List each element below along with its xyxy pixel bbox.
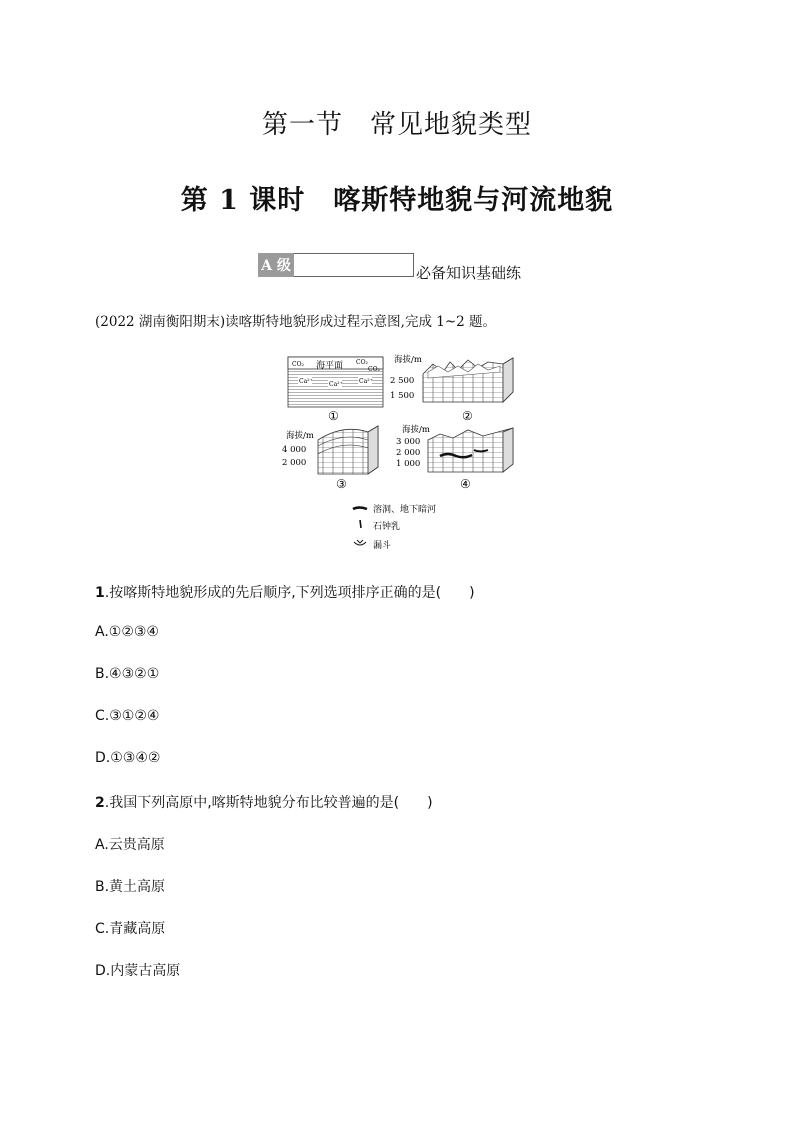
- question-2: [95, 792, 433, 812]
- level-badge: A 级: [258, 253, 294, 277]
- panel-2-tick-1: 2 500: [390, 376, 415, 386]
- question-2-option-b[interactable]: B.黄土高原: [95, 879, 166, 895]
- question-1-option-c[interactable]: C.③①②④: [95, 708, 160, 724]
- question-1-option-d[interactable]: D.①③④②: [95, 750, 161, 766]
- legend-item-1: 溶洞、地下暗河: [373, 505, 437, 515]
- panel-3-axis-label: 海拔/m: [286, 431, 314, 441]
- panel-4-label: ④: [460, 477, 471, 491]
- panel-2-label: ②: [462, 409, 473, 423]
- panel-3-tick-2: 2 000: [282, 458, 307, 468]
- lesson-title: 第 1 课时 喀斯特地貌与河流地貌: [180, 185, 614, 216]
- question-1-number: 1: [95, 585, 105, 601]
- panel-3-label: ③: [336, 477, 347, 491]
- ca-label-3: Ca²⁺: [359, 378, 373, 385]
- panel-4-tick-3: 1 000: [396, 459, 421, 469]
- question-2-number: 2: [95, 795, 105, 811]
- co2-label-right-2: CO₂: [368, 366, 380, 373]
- ca-label-1: Ca²⁺: [299, 378, 313, 385]
- question-1-text: .按喀斯特地貌形成的先后顺序,下列选项排序正确的是( ): [104, 585, 475, 601]
- panel-3-tick-1: 4 000: [282, 445, 307, 455]
- legend-item-2: 石钟乳: [373, 522, 401, 532]
- question-1-option-b[interactable]: B.④③②①: [95, 666, 160, 682]
- sinkhole-icon: [354, 540, 366, 545]
- panel-4-axis-label: 海拔/m: [402, 425, 430, 435]
- sea-level-label: 海平面: [316, 361, 344, 371]
- intro-text: (2022 湖南衡阳期末)读喀斯特地貌形成过程示意图,完成 1~2 题。: [95, 314, 497, 330]
- panel-3: [282, 426, 378, 491]
- question-2-option-a[interactable]: A.云贵高原: [95, 837, 165, 853]
- level-label: 必备知识基础练: [416, 264, 522, 282]
- question-1-option-a[interactable]: A.①②③④: [95, 624, 159, 640]
- panel-2-axis-label: 海拔/m: [394, 355, 422, 365]
- level-box: [294, 253, 414, 277]
- co2-label-right: CO₂: [356, 359, 368, 366]
- panel-2: [390, 354, 513, 423]
- panel-1: [288, 357, 383, 423]
- panel-4: [396, 424, 513, 491]
- karst-diagram: [278, 352, 518, 558]
- question-1: [95, 582, 475, 602]
- legend: [353, 503, 436, 551]
- panel-4-tick-1: 3 000: [396, 437, 421, 447]
- panel-4-tick-2: 2 000: [396, 448, 421, 458]
- panel-2-tick-2: 1 500: [390, 391, 415, 401]
- level-header: [258, 251, 522, 282]
- question-2-text: .我国下列高原中,喀斯特地貌分布比较普遍的是( ): [104, 795, 433, 811]
- stalactite-icon: [360, 520, 361, 528]
- cave-river-icon: [353, 508, 367, 510]
- section-title: 第一节 常见地貌类型: [261, 110, 532, 140]
- ca-label-2: Ca²⁺: [329, 381, 343, 388]
- question-2-option-c[interactable]: C.青藏高原: [95, 921, 166, 937]
- co2-label-left: CO₂: [292, 361, 304, 368]
- panel-1-label: ①: [328, 409, 339, 423]
- question-2-option-d[interactable]: D.内蒙古高原: [95, 963, 181, 979]
- legend-item-3: 漏斗: [373, 541, 392, 551]
